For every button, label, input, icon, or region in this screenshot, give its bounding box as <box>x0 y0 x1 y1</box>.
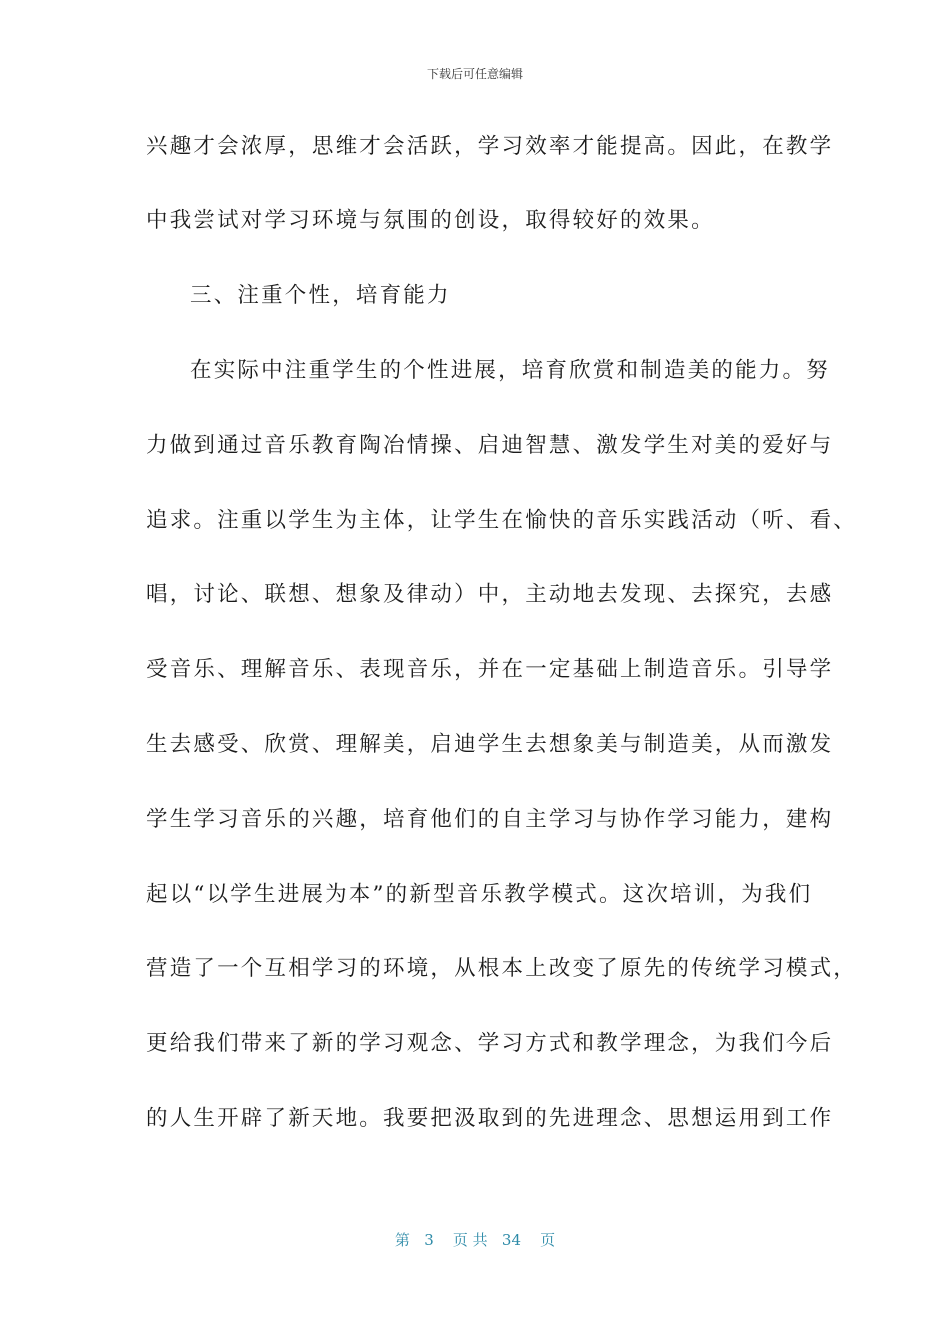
text-line: 受音乐、理解音乐、表现音乐，并在一定基础上制造音乐。引导学 <box>146 657 834 682</box>
total-pages: 34 <box>501 1231 522 1249</box>
text-line: 力做到通过音乐教育陶冶情操、启迪智慧、激发学生对美的爱好与 <box>146 433 834 458</box>
text-line: 更给我们带来了新的学习观念、学习方式和教学理念，为我们今后 <box>146 1031 834 1056</box>
text-line: 唱，讨论、联想、想象及律动）中，主动地去发现、去探究，去感 <box>146 582 834 607</box>
page-header: 下载后可任意编辑 <box>426 67 523 81</box>
text-line: 营造了一个互相学习的环境，从根本上改变了原先的传统学习模式， <box>146 956 858 981</box>
text-line: 在实际中注重学生的个性进展，培育欣赏和制造美的能力。努 <box>190 358 830 383</box>
text-line: 的人生开辟了新天地。我要把汲取到的先进理念、思想运用到工作 <box>146 1106 834 1131</box>
page-label-mid: 页 共 <box>452 1231 488 1249</box>
page-number: 3 <box>424 1231 434 1249</box>
section-heading: 三、注重个性，培育能力 <box>190 283 451 308</box>
text-line: 中我尝试对学习环境与氛围的创设，取得较好的效果。 <box>146 208 715 233</box>
text-line: 追求。注重以学生为主体，让学生在愉快的音乐实践活动（听、看、 <box>146 508 858 533</box>
text-line: 生去感受、欣赏、理解美，启迪学生去想象美与制造美，从而激发 <box>146 732 834 757</box>
page-footer <box>0 1230 950 1250</box>
text-line: 起以“以学生进展为本”的新型音乐教学模式。这次培训，为我们 <box>146 882 813 907</box>
page-label-prefix: 第 <box>394 1231 410 1249</box>
text-line: 兴趣才会浓厚，思维才会活跃，学习效率才能提高。因此，在教学 <box>146 134 834 159</box>
text-line: 学生学习音乐的兴趣，培育他们的自主学习与协作学习能力，建构 <box>146 807 834 832</box>
page-label-suffix: 页 <box>540 1231 556 1249</box>
